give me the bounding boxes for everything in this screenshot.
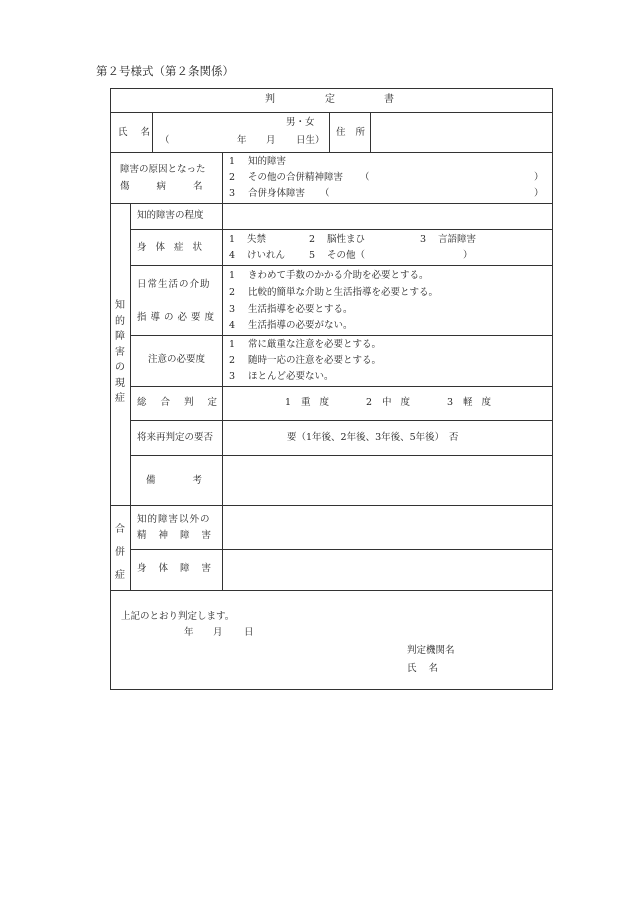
complications-group-label: 合 併 症 — [115, 524, 125, 581]
mental-disorder-field[interactable] — [224, 507, 550, 547]
date-year-label: 年 — [184, 627, 194, 638]
rejudgment-options[interactable]: 要（1年後、2年後、3年後、5年後） 否 — [287, 432, 459, 443]
form-number-heading: 第２号様式（第２条関係） — [96, 64, 234, 78]
birth-month-label: 月 — [266, 135, 276, 146]
judgment-statement: 上記のとおり判定します。 — [121, 611, 235, 622]
attention-need-label: 注意の必要度 — [148, 354, 206, 365]
intellectual-degree-label: 知的障害の程度 — [137, 210, 204, 221]
care-item-4: 4 生活指導の必要がない。 — [229, 320, 353, 331]
birth-day-label: 日生） — [296, 135, 325, 146]
remarks-label: 備 考 — [146, 475, 203, 486]
mental-disorder-label-line2: 精 神 障 害 — [137, 530, 212, 541]
symptom-item-3: 3 言語障害 — [420, 234, 477, 245]
gender-selector[interactable]: 男・女 — [286, 117, 315, 128]
symptom-item-4: 4 けいれん — [229, 250, 286, 261]
cause-label-line2: 傷 病 名 — [120, 181, 203, 192]
examiner-name-label: 氏 名 — [407, 663, 439, 674]
agency-name-label: 判定機関名 — [407, 645, 455, 656]
current-status-group-label: 知 的 障 害 の 現 症 — [115, 300, 125, 404]
rejudgment-label: 将来再判定の要否 — [137, 432, 214, 443]
mental-disorder-label-line1: 知的障害以外の — [137, 514, 211, 525]
physical-symptoms-label: 身 体 症 状 — [137, 242, 203, 253]
care-need-label-line2: 指導の必要度 — [137, 312, 219, 323]
cause-item-2: 2 その他の合併精神障害 （ ） — [229, 172, 544, 183]
care-item-2: 2 比較的簡単な介助と生活指導を必要とする。 — [229, 287, 439, 298]
symptom-other-close: ） — [463, 250, 473, 261]
overall-option-mild[interactable]: 3 軽 度 — [447, 397, 492, 408]
address-field[interactable] — [372, 114, 550, 150]
birthdate-open-paren: （ — [160, 135, 170, 146]
cause-label-line1: 障害の原因となった — [120, 164, 206, 175]
overall-judgment-label: 総 合 判 定 — [137, 397, 218, 408]
address-label: 住 所 — [336, 127, 366, 138]
physical-disability-field[interactable] — [224, 551, 550, 588]
cause-item-1: 1 知的障害 — [229, 156, 287, 167]
symptom-item-2: 2 脳性まひ — [309, 234, 366, 245]
birth-year-label: 年 — [237, 135, 247, 146]
cause-item-3: 3 合併身体障害 （ ） — [229, 188, 544, 199]
care-item-1: 1 きわめて手数のかかる介助を必要とする。 — [229, 270, 429, 281]
attention-item-1: 1 常に厳重な注意を必要とする。 — [229, 339, 382, 350]
symptom-item-1: 1 失禁 — [229, 234, 267, 245]
care-need-label-line1: 日常生活の介助 — [137, 279, 211, 290]
attention-item-2: 2 随時一応の注意を必要とする。 — [229, 355, 382, 366]
name-label: 氏 名 — [118, 127, 151, 138]
date-month-label: 月 — [213, 627, 223, 638]
attention-item-3: 3 ほとんど必要ない。 — [229, 371, 334, 382]
remarks-field[interactable] — [224, 457, 550, 503]
intellectual-degree-field[interactable] — [224, 205, 550, 227]
overall-option-severe[interactable]: 1 重 度 — [285, 397, 330, 408]
symptom-item-5: 5 その他（ — [309, 250, 366, 261]
physical-disability-label: 身 体 障 害 — [137, 563, 212, 574]
care-item-3: 3 生活指導を必要とする。 — [229, 304, 353, 315]
overall-option-moderate[interactable]: 2 中 度 — [366, 397, 411, 408]
date-day-label: 日 — [244, 627, 254, 638]
